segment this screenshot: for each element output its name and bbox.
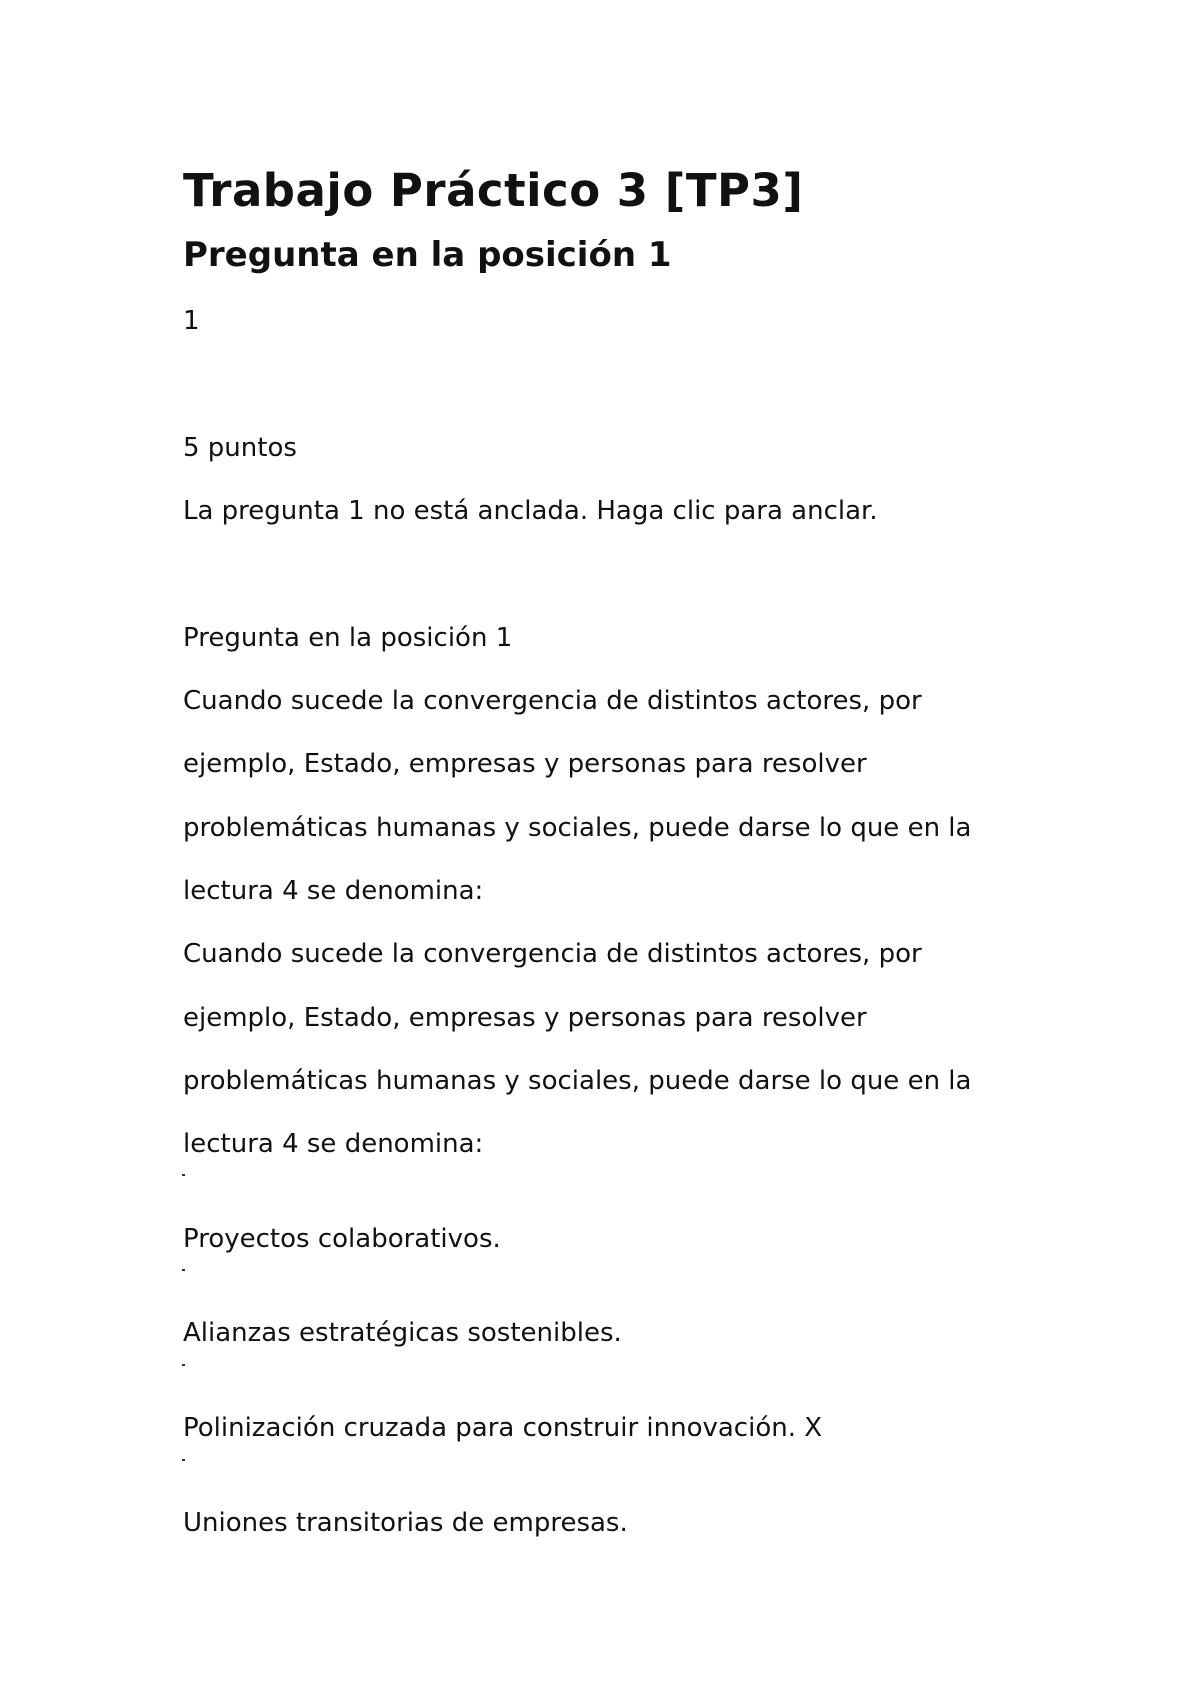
points-label: 5 puntos bbox=[183, 433, 297, 463]
option-radio-marker[interactable] bbox=[182, 1269, 185, 1271]
option-radio-marker[interactable] bbox=[182, 1459, 185, 1461]
option-radio-marker[interactable] bbox=[182, 1364, 185, 1366]
question-heading: Pregunta en la posición 1 bbox=[183, 235, 672, 275]
answer-option[interactable]: Alianzas estratégicas sostenibles. bbox=[183, 1318, 622, 1348]
question-label: Pregunta en la posición 1 bbox=[183, 623, 513, 653]
question-text-repeat-line: problemáticas humanas y sociales, puede darse lo que en la bbox=[183, 1066, 972, 1096]
question-number: 1 bbox=[183, 306, 200, 336]
anchor-notice: La pregunta 1 no está anclada. Haga clic para anclar. bbox=[183, 496, 878, 526]
question-text-line: ejemplo, Estado, empresas y personas para resolver bbox=[183, 749, 867, 779]
question-text-repeat-line: lectura 4 se denomina: bbox=[183, 1129, 484, 1159]
answer-option[interactable]: Uniones transitorias de empresas. bbox=[183, 1508, 628, 1538]
question-text-repeat-line: ejemplo, Estado, empresas y personas para resolver bbox=[183, 1003, 867, 1033]
question-text-line: problemáticas humanas y sociales, puede darse lo que en la bbox=[183, 813, 972, 843]
answer-option[interactable]: Polinización cruzada para construir innovación. X bbox=[183, 1413, 823, 1443]
question-text-line: Cuando sucede la convergencia de distintos actores, por bbox=[183, 686, 922, 716]
document-title: Trabajo Práctico 3 [TP3] bbox=[183, 164, 804, 217]
question-text-line: lectura 4 se denomina: bbox=[183, 876, 484, 906]
option-radio-marker[interactable] bbox=[182, 1174, 185, 1176]
answer-option[interactable]: Proyectos colaborativos. bbox=[183, 1224, 501, 1254]
question-text-repeat-line: Cuando sucede la convergencia de distintos actores, por bbox=[183, 939, 922, 969]
